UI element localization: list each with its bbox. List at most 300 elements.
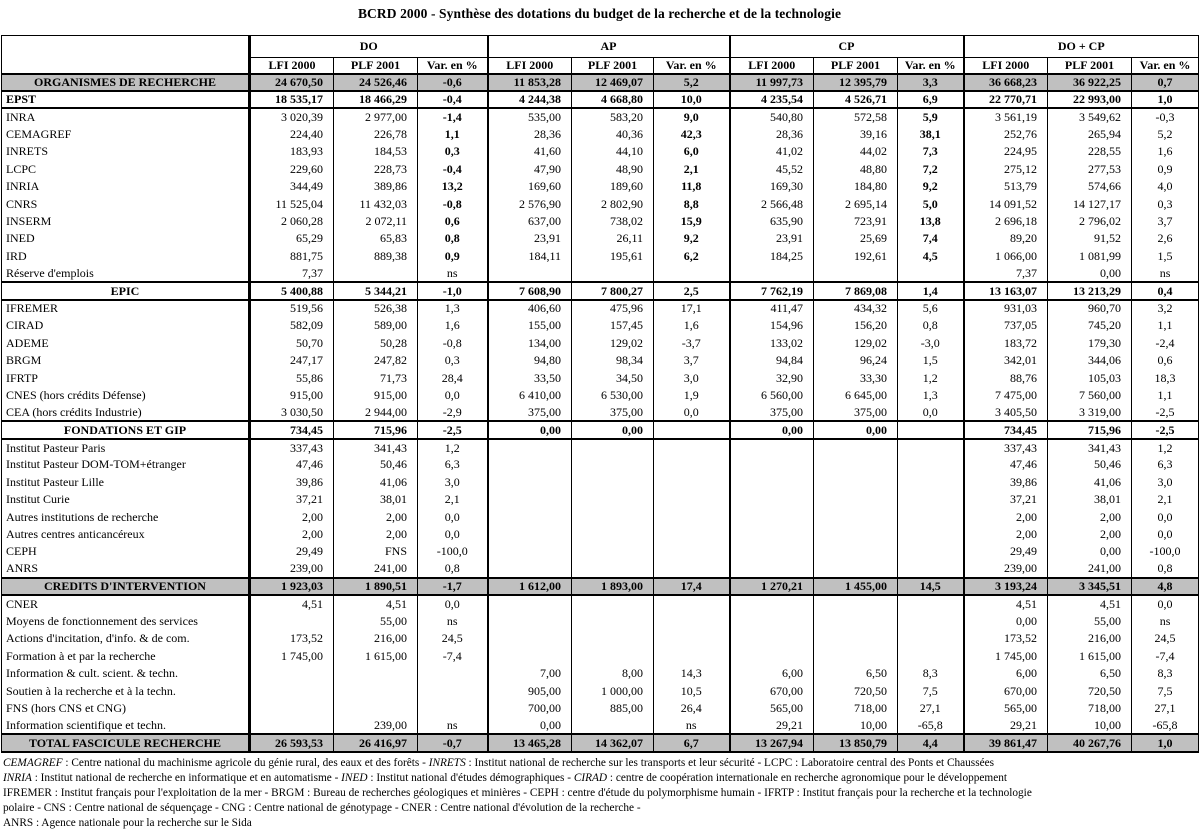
- col-header: Var. en %: [418, 58, 488, 74]
- row-label: CEPH: [6, 544, 37, 559]
- table-row: [2, 300, 1199, 317]
- cell: 7 608,90: [488, 282, 572, 299]
- cell: [572, 717, 654, 734]
- cell: [488, 630, 572, 647]
- cell: 40,36: [572, 126, 654, 143]
- table-row: [2, 717, 1199, 734]
- cell: 1,6: [654, 317, 730, 334]
- cell: 6,7: [654, 734, 730, 751]
- cell: -0,4: [418, 160, 488, 177]
- col-header: PLF 2001: [334, 58, 418, 74]
- cell: 3,0: [1132, 473, 1199, 490]
- cell: 39,86: [964, 473, 1048, 490]
- table-row: [2, 247, 1199, 264]
- cell: -1,7: [418, 578, 488, 595]
- cell: 1,3: [418, 300, 488, 317]
- cell: 26,4: [654, 700, 730, 717]
- cell: 184,11: [488, 247, 572, 264]
- cell: -1,0: [418, 282, 488, 299]
- cell: -2,5: [418, 421, 488, 438]
- cell: [898, 265, 964, 282]
- cell: 173,52: [250, 630, 334, 647]
- cell: 28,36: [488, 126, 572, 143]
- cell: 241,00: [1048, 560, 1132, 577]
- cell: [730, 595, 814, 612]
- cell: 341,43: [334, 439, 418, 456]
- cell: [730, 560, 814, 577]
- cell: [572, 630, 654, 647]
- cell: [730, 613, 814, 630]
- cell: 1,2: [418, 439, 488, 456]
- cell: 3 193,24: [964, 578, 1048, 595]
- row-label: INRIA: [6, 179, 40, 194]
- cell: [730, 526, 814, 543]
- cell: [814, 613, 898, 630]
- row-label: FONDATIONS ET GIP: [2, 421, 250, 438]
- cell: [654, 265, 730, 282]
- cell: 247,17: [250, 352, 334, 369]
- table-row: [2, 543, 1199, 560]
- table-row: [2, 369, 1199, 386]
- cell: 169,60: [488, 178, 572, 195]
- cell: [814, 526, 898, 543]
- cell: -0,4: [418, 91, 488, 108]
- cell: [572, 439, 654, 456]
- table-row: [2, 143, 1199, 160]
- cell: [730, 473, 814, 490]
- cell: [654, 456, 730, 473]
- cell: [572, 647, 654, 664]
- cell: [730, 647, 814, 664]
- cell: 0,0: [418, 595, 488, 612]
- cell: 0,00: [814, 421, 898, 438]
- cell: [572, 613, 654, 630]
- cell: 3,7: [654, 352, 730, 369]
- table-row: [2, 526, 1199, 543]
- cell: 3,7: [1132, 213, 1199, 230]
- cell: -0,8: [418, 334, 488, 351]
- row-label: INED: [6, 231, 35, 246]
- table-row: [2, 352, 1199, 369]
- footnote-line: [3, 801, 1199, 816]
- cell: 41,60: [488, 143, 572, 160]
- cell: 94,84: [730, 352, 814, 369]
- cell: 7 475,00: [964, 387, 1048, 404]
- cell: 6 645,00: [814, 387, 898, 404]
- cell: 4 244,38: [488, 91, 572, 108]
- cell: 7,37: [964, 265, 1048, 282]
- cell: 0,00: [1048, 543, 1132, 560]
- cell: [418, 700, 488, 717]
- cell: 39,86: [250, 473, 334, 490]
- cell: [488, 265, 572, 282]
- cell: 8,00: [572, 665, 654, 682]
- cell: 241,00: [334, 560, 418, 577]
- cell: 3 030,50: [250, 404, 334, 421]
- cell: 239,00: [334, 717, 418, 734]
- cell: 13,8: [898, 213, 964, 230]
- cell: [898, 543, 964, 560]
- cell: 14,5: [898, 578, 964, 595]
- cell: 3 345,51: [1048, 578, 1132, 595]
- table-row: [2, 665, 1199, 682]
- cell: 3,2: [1132, 300, 1199, 317]
- row-label: Actions d'incitation, d'info. & de com.: [6, 631, 190, 646]
- cell: [898, 595, 964, 612]
- cell: ns: [418, 613, 488, 630]
- col-header: PLF 2001: [1048, 58, 1132, 74]
- cell: -2,5: [1132, 421, 1199, 438]
- cell: 38,1: [898, 126, 964, 143]
- cell: [814, 265, 898, 282]
- cell: 184,25: [730, 247, 814, 264]
- cell: 277,53: [1048, 160, 1132, 177]
- cell: 635,90: [730, 213, 814, 230]
- cell: 47,90: [488, 160, 572, 177]
- cell: [654, 543, 730, 560]
- cell: 7,37: [250, 265, 334, 282]
- row-label: CEMAGREF: [6, 127, 72, 142]
- page-title: BCRD 2000 - Synthèse des dotations du budget de la recherche et de la technologie: [357, 6, 842, 21]
- cell: [814, 595, 898, 612]
- cell: [654, 491, 730, 508]
- cell: 224,40: [250, 126, 334, 143]
- cell: 224,95: [964, 143, 1048, 160]
- cell: [814, 647, 898, 664]
- cell: [334, 682, 418, 699]
- cell: -3,0: [898, 334, 964, 351]
- cell: FNS: [334, 543, 418, 560]
- col-header: LFI 2000: [964, 58, 1048, 74]
- cell: 8,3: [1132, 665, 1199, 682]
- cell: 42,3: [654, 126, 730, 143]
- cell: 24,5: [418, 630, 488, 647]
- cell: 1,1: [418, 126, 488, 143]
- cell: 37,21: [964, 491, 1048, 508]
- table-row: [2, 491, 1199, 508]
- cell: [730, 508, 814, 525]
- cell: [572, 473, 654, 490]
- cell: 189,60: [572, 178, 654, 195]
- cell: 41,06: [334, 473, 418, 490]
- table-row: [2, 265, 1199, 282]
- cell: 4 668,80: [572, 91, 654, 108]
- cell: [898, 508, 964, 525]
- group-header: AP: [488, 36, 730, 58]
- cell: 38,01: [334, 491, 418, 508]
- cell: -65,8: [898, 717, 964, 734]
- row-label: Institut Curie: [6, 492, 70, 507]
- footnote-segment: : Centre national du machinisme agricole du génie rural, des eaux et des forêts -: [62, 756, 429, 769]
- cell: 29,49: [250, 543, 334, 560]
- cell: 216,00: [334, 630, 418, 647]
- cell: [814, 473, 898, 490]
- cell: 50,28: [334, 334, 418, 351]
- cell: 1,0: [1132, 734, 1199, 751]
- cell: [814, 508, 898, 525]
- cell: 0,4: [1132, 282, 1199, 299]
- cell: [730, 543, 814, 560]
- cell: 228,73: [334, 160, 418, 177]
- cell: 915,00: [334, 387, 418, 404]
- cell: 17,4: [654, 578, 730, 595]
- cell: 715,96: [1048, 421, 1132, 438]
- cell: 65,83: [334, 230, 418, 247]
- cell: 39,16: [814, 126, 898, 143]
- cell: 905,00: [488, 682, 572, 699]
- cell: [654, 613, 730, 630]
- footnotes: [0, 756, 1199, 830]
- cell: 173,52: [964, 630, 1048, 647]
- cell: [572, 543, 654, 560]
- row-label: Soutien à la recherche et à la techn.: [6, 683, 176, 698]
- row-label: CNES (hors crédits Défense): [6, 387, 146, 402]
- cell: 17,1: [654, 300, 730, 317]
- cell: 2,6: [1132, 230, 1199, 247]
- cell: 0,0: [1132, 508, 1199, 525]
- cell: 0,0: [418, 508, 488, 525]
- cell: 406,60: [488, 300, 572, 317]
- cell: 411,47: [730, 300, 814, 317]
- cell: 3 549,62: [1048, 108, 1132, 125]
- cell: 670,00: [730, 682, 814, 699]
- cell: 2 696,18: [964, 213, 1048, 230]
- cell: 26 416,97: [334, 734, 418, 751]
- cell: [572, 491, 654, 508]
- cell: 11 432,03: [334, 195, 418, 212]
- cell: 0,6: [418, 213, 488, 230]
- cell: 1,1: [1132, 387, 1199, 404]
- section-row: [2, 74, 1199, 91]
- cell: -65,8: [1132, 717, 1199, 734]
- row-label: INRETS: [6, 144, 48, 159]
- cell: 2,00: [334, 526, 418, 543]
- cell: -2,9: [418, 404, 488, 421]
- cell: 228,55: [1048, 143, 1132, 160]
- cell: 7,4: [898, 230, 964, 247]
- cell: 4,51: [334, 595, 418, 612]
- cell: 44,02: [814, 143, 898, 160]
- cell: 1,0: [1132, 91, 1199, 108]
- col-header: LFI 2000: [488, 58, 572, 74]
- row-label: Institut Pasteur Lille: [6, 474, 104, 489]
- cell: [898, 456, 964, 473]
- cell: 29,21: [964, 717, 1048, 734]
- cell: 45,52: [730, 160, 814, 177]
- cell: 14,3: [654, 665, 730, 682]
- cell: 239,00: [964, 560, 1048, 577]
- cell: [730, 439, 814, 456]
- cell: 434,32: [814, 300, 898, 317]
- section-row: [2, 578, 1199, 595]
- cell: 156,20: [814, 317, 898, 334]
- cell: 375,00: [572, 404, 654, 421]
- row-label: Institut Pasteur DOM-TOM+étranger: [6, 457, 186, 472]
- row-label: Information scientifique et techn.: [6, 717, 166, 732]
- cell: 5 400,88: [250, 282, 334, 299]
- cell: 265,94: [1048, 126, 1132, 143]
- table-body: [2, 74, 1199, 752]
- cell: 9,0: [654, 108, 730, 125]
- table-row: [2, 647, 1199, 664]
- footnote-segment: INRETS: [428, 756, 466, 769]
- cell: 4 526,71: [814, 91, 898, 108]
- table-row: [2, 178, 1199, 195]
- cell: 2 802,90: [572, 195, 654, 212]
- cell: [488, 647, 572, 664]
- cell: 670,00: [964, 682, 1048, 699]
- cell: 44,10: [572, 143, 654, 160]
- cell: [654, 526, 730, 543]
- cell: 931,03: [964, 300, 1048, 317]
- cell: [654, 439, 730, 456]
- cell: 375,00: [730, 404, 814, 421]
- cell: 1,9: [654, 387, 730, 404]
- cell: [572, 595, 654, 612]
- row-label: ORGANISMES DE RECHERCHE: [2, 74, 250, 91]
- cell: 513,79: [964, 178, 1048, 195]
- cell: 28,36: [730, 126, 814, 143]
- cell: 48,90: [572, 160, 654, 177]
- table-row: [2, 630, 1199, 647]
- cell: 7 800,27: [572, 282, 654, 299]
- cell: 2 695,14: [814, 195, 898, 212]
- cell: 718,00: [814, 700, 898, 717]
- col-header: LFI 2000: [250, 58, 334, 74]
- cell: 5,2: [1132, 126, 1199, 143]
- cell: 2 977,00: [334, 108, 418, 125]
- row-label: Formation à et par la recherche: [6, 648, 156, 663]
- cell: 155,00: [488, 317, 572, 334]
- cell: 2,1: [654, 160, 730, 177]
- cell: 7 869,08: [814, 282, 898, 299]
- cell: 0,8: [418, 230, 488, 247]
- cell: 96,24: [814, 352, 898, 369]
- cell: [488, 491, 572, 508]
- cell: 5,6: [898, 300, 964, 317]
- cell: 157,45: [572, 317, 654, 334]
- cell: 344,49: [250, 178, 334, 195]
- cell: -7,4: [1132, 647, 1199, 664]
- cell: 1 270,21: [730, 578, 814, 595]
- cell: 734,45: [250, 421, 334, 438]
- group-header: DO: [250, 36, 488, 58]
- row-label: IFREMER: [6, 301, 59, 316]
- table-row: [2, 439, 1199, 456]
- cell: 1 000,00: [572, 682, 654, 699]
- cell: 1 745,00: [964, 647, 1048, 664]
- row-label: Autres institutions de recherche: [6, 509, 159, 524]
- cell: 23,91: [488, 230, 572, 247]
- cell: [250, 613, 334, 630]
- row-label: Réserve d'emplois: [6, 265, 94, 280]
- cell: 3,0: [654, 369, 730, 386]
- cell: 154,96: [730, 317, 814, 334]
- cell: 1 615,00: [1048, 647, 1132, 664]
- cell: 565,00: [730, 700, 814, 717]
- cell: -7,4: [418, 647, 488, 664]
- footnote-line: [3, 771, 1199, 786]
- footnote-segment: CEMAGREF: [3, 756, 63, 769]
- cell: 4,8: [1132, 578, 1199, 595]
- cell: 2,00: [1048, 508, 1132, 525]
- cell: 247,82: [334, 352, 418, 369]
- cell: 475,96: [572, 300, 654, 317]
- cell: 7,5: [1132, 682, 1199, 699]
- footnote-line: [3, 816, 1199, 830]
- cell: 8,3: [898, 665, 964, 682]
- cell: 572,58: [814, 108, 898, 125]
- cell: 2,1: [418, 491, 488, 508]
- cell: 229,60: [250, 160, 334, 177]
- cell: 4,4: [898, 734, 964, 751]
- cell: 13 213,29: [1048, 282, 1132, 299]
- cell: 47,46: [250, 456, 334, 473]
- cell: 4,51: [1048, 595, 1132, 612]
- cell: 216,00: [1048, 630, 1132, 647]
- cell: 5,0: [898, 195, 964, 212]
- cell: [898, 421, 964, 438]
- cell: 1 893,00: [572, 578, 654, 595]
- cell: 2 072,11: [334, 213, 418, 230]
- cell: 341,43: [1048, 439, 1132, 456]
- footnote-line: [3, 786, 1199, 801]
- cell: [250, 682, 334, 699]
- cell: 734,45: [964, 421, 1048, 438]
- cell: 41,02: [730, 143, 814, 160]
- cell: 0,0: [418, 387, 488, 404]
- cell: 885,00: [572, 700, 654, 717]
- cell: 2 060,28: [250, 213, 334, 230]
- row-label: Institut Pasteur Paris: [6, 440, 106, 455]
- cell: 38,01: [1048, 491, 1132, 508]
- row-label: INRA: [6, 110, 36, 125]
- cell: 14 127,17: [1048, 195, 1132, 212]
- cell: [730, 456, 814, 473]
- cell: -0,7: [418, 734, 488, 751]
- cell: [898, 560, 964, 577]
- cell: 375,00: [814, 404, 898, 421]
- cell: 239,00: [250, 560, 334, 577]
- col-header: Var. en %: [1132, 58, 1199, 74]
- cell: 195,61: [572, 247, 654, 264]
- cell: 6 560,00: [730, 387, 814, 404]
- cell: 4,5: [898, 247, 964, 264]
- row-label: CEA (hors crédits Industrie): [6, 404, 142, 419]
- cell: 344,06: [1048, 352, 1132, 369]
- table-row: [2, 126, 1199, 143]
- cell: [654, 595, 730, 612]
- cell: 2,00: [1048, 526, 1132, 543]
- cell: 133,02: [730, 334, 814, 351]
- cell: 192,61: [814, 247, 898, 264]
- cell: [488, 456, 572, 473]
- cell: [418, 665, 488, 682]
- footnote-segment: polaire - CNS : Centre national de séquençage - CNG : Centre national de génotypage - CNER : Centre national d'évolution de la recherche -: [3, 801, 641, 814]
- cell: 1 455,00: [814, 578, 898, 595]
- cell: 11 997,73: [730, 74, 814, 91]
- cell: 6,9: [898, 91, 964, 108]
- cell: -100,0: [418, 543, 488, 560]
- cell: 637,00: [488, 213, 572, 230]
- cell: 583,20: [572, 108, 654, 125]
- cell: 4,0: [1132, 178, 1199, 195]
- cell: 10,00: [1048, 717, 1132, 734]
- cell: 5,9: [898, 108, 964, 125]
- cell: 89,20: [964, 230, 1048, 247]
- cell: 0,00: [488, 421, 572, 438]
- cell: 11 525,04: [250, 195, 334, 212]
